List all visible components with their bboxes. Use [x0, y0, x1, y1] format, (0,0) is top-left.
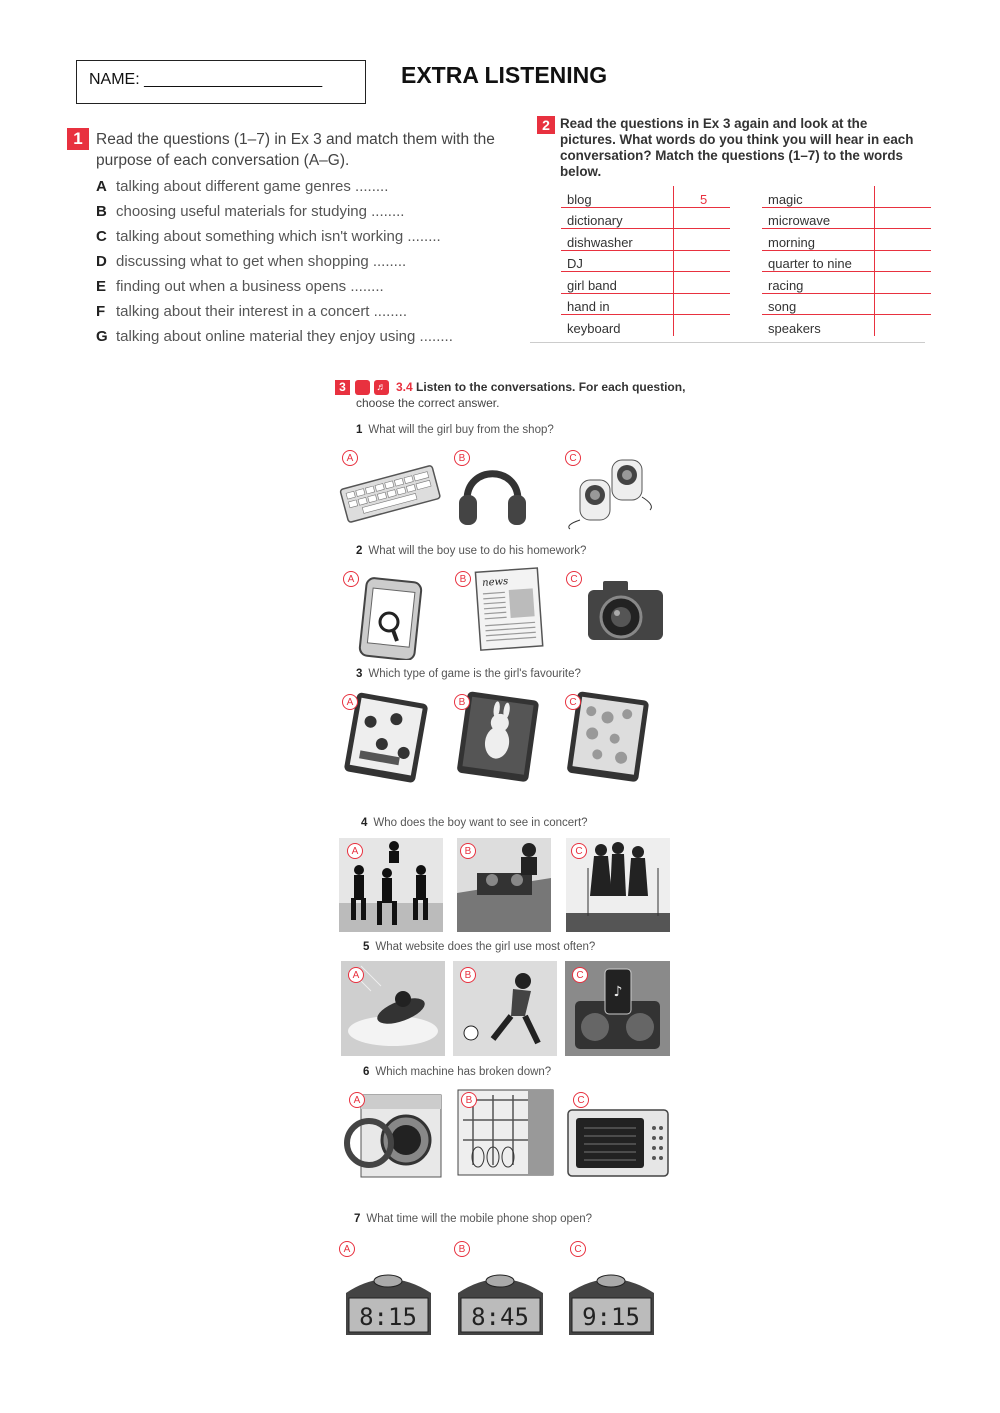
table-row: [561, 250, 730, 272]
headphones-icon[interactable]: [455, 455, 530, 530]
track-number: 3.4: [396, 380, 413, 394]
option-b[interactable]: B: [460, 843, 476, 859]
clock-time: 8:45: [471, 1303, 529, 1331]
answer-cell[interactable]: [875, 293, 931, 315]
table-row: [762, 250, 931, 272]
table-row: [762, 207, 931, 229]
question-3: [356, 668, 581, 680]
word-cell: speakers: [768, 320, 821, 336]
question-text: What website does the girl use most often?: [375, 941, 596, 953]
question-number: 6: [363, 1066, 370, 1078]
list-item: [96, 253, 516, 278]
exercise-2-number: 2: [537, 116, 555, 134]
clock-time: 8:15: [359, 1303, 417, 1331]
option-a[interactable]: A: [347, 843, 363, 859]
svg-text:news: news: [481, 576, 509, 589]
answer-cell[interactable]: [674, 315, 730, 336]
option-b[interactable]: B: [461, 1092, 477, 1108]
table-row: [762, 272, 931, 294]
question-text: Which machine has broken down?: [375, 1066, 552, 1078]
word-cell: morning: [762, 229, 875, 251]
question-text: What time will the mobile phone shop open?: [366, 1213, 593, 1225]
answer-cell[interactable]: [674, 229, 730, 251]
word-table-right: [762, 186, 931, 336]
item-text: talking about their interest in a concert ........: [116, 303, 407, 320]
table-row: [561, 293, 730, 315]
divider: [530, 342, 925, 343]
item-text: finding out when a business opens ........: [116, 278, 384, 295]
option-b[interactable]: B: [454, 694, 470, 710]
answer-cell[interactable]: [875, 186, 931, 207]
table-row: [561, 207, 730, 229]
word-table-left: [561, 186, 730, 336]
word-cell: dictionary: [561, 207, 674, 229]
exercise-2-instruction: Read the questions in Ex 3 again and look at the pictures. What words do you think you will hear in each conversation? Match the questions (1–7) to the words below.: [560, 116, 914, 179]
word-cell: magic: [762, 186, 875, 207]
answer-cell[interactable]: [674, 207, 730, 229]
clock-icon[interactable]: [341, 1263, 436, 1338]
table-row: [762, 229, 931, 251]
answer-cell[interactable]: 5: [674, 186, 730, 207]
instruction-text: Listen to the conversations. For each question,: [416, 380, 686, 394]
clock-time: 9:15: [582, 1303, 640, 1331]
option-c[interactable]: C: [566, 571, 582, 587]
question-number: 5: [363, 941, 370, 953]
option-a[interactable]: A: [348, 967, 364, 983]
list-item: [96, 228, 516, 253]
option-c[interactable]: C: [565, 450, 581, 466]
item-letter: C: [96, 228, 107, 245]
exercise-3-instruction: [396, 380, 686, 395]
question-number: 3: [356, 668, 363, 680]
table-row: [762, 293, 931, 315]
option-b[interactable]: B: [460, 967, 476, 983]
clock-icon[interactable]: [564, 1263, 659, 1338]
answer-cell[interactable]: [875, 207, 931, 229]
word-cell: racing: [762, 272, 875, 294]
svg-text:♪: ♪: [613, 984, 623, 1000]
question-number: 1: [356, 424, 363, 436]
exercise-3-instruction-cont: choose the correct answer.: [356, 396, 500, 410]
table-row: [762, 186, 931, 207]
question-2: [356, 545, 586, 557]
table-row: [762, 315, 931, 336]
exercise-1-number: 1: [67, 128, 89, 150]
question-7: [354, 1213, 592, 1225]
item-letter: E: [96, 278, 107, 295]
word-cell: hand in: [561, 293, 674, 315]
list-item: [96, 203, 516, 228]
option-c[interactable]: C: [571, 843, 587, 859]
option-a[interactable]: A: [339, 1241, 355, 1257]
word-cell: DJ: [561, 250, 674, 272]
option-b[interactable]: B: [455, 571, 471, 587]
option-c[interactable]: C: [565, 694, 581, 710]
option-b[interactable]: B: [454, 450, 470, 466]
question-number: 7: [354, 1213, 361, 1225]
keyboard-icon[interactable]: [335, 455, 445, 530]
option-c[interactable]: C: [573, 1092, 589, 1108]
item-text: discussing what to get when shopping ........: [116, 253, 407, 270]
word-cell: microwave: [762, 207, 875, 229]
item-text: talking about online material they enjoy using ........: [116, 328, 453, 345]
word-cell: blog: [561, 186, 674, 207]
question-4: [361, 817, 588, 829]
table-row: [561, 272, 730, 294]
answer-cell[interactable]: [875, 315, 931, 336]
option-a[interactable]: A: [342, 694, 358, 710]
newspaper-icon[interactable]: [470, 562, 550, 654]
option-b[interactable]: B: [454, 1241, 470, 1257]
list-item: [96, 303, 516, 328]
option-a[interactable]: A: [343, 571, 359, 587]
question-text: What will the girl buy from the shop?: [368, 424, 554, 436]
item-text: talking about different game genres ........: [116, 178, 389, 195]
question-5: [363, 941, 595, 953]
word-cell: quarter to nine: [762, 250, 875, 272]
name-box[interactable]: [76, 60, 366, 104]
exercise-1-instruction: Read the questions (1–7) in Ex 3 and match them with the purpose of each conversation (A–G).: [96, 131, 495, 169]
table-row: [561, 186, 730, 207]
option-a[interactable]: A: [349, 1092, 365, 1108]
phone-icon[interactable]: [355, 575, 430, 660]
digital-icon: [355, 380, 370, 395]
item-text: talking about something which isn't working ........: [116, 228, 441, 245]
audio-icon: ♬: [374, 380, 389, 395]
option-a[interactable]: A: [342, 450, 358, 466]
item-letter: D: [96, 253, 107, 270]
item-text: choosing useful materials for studying ........: [116, 203, 405, 220]
option-c[interactable]: C: [570, 1241, 586, 1257]
page-title: EXTRA LISTENING: [401, 62, 608, 88]
word-cell: keyboard: [567, 320, 621, 336]
question-number: 4: [361, 817, 368, 829]
table-row: [561, 315, 730, 336]
speakers-icon[interactable]: [560, 455, 670, 530]
question-text: What will the boy use to do his homework?: [368, 545, 587, 557]
question-text: Who does the boy want to see in concert?: [373, 817, 588, 829]
list-item: [96, 328, 516, 353]
name-label: NAME: ____________________: [89, 71, 323, 88]
list-item: [96, 278, 516, 303]
exercise-1-list: [96, 178, 516, 353]
question-1: [356, 424, 554, 436]
answer-cell[interactable]: [875, 229, 931, 251]
item-letter: B: [96, 203, 107, 220]
option-c[interactable]: C: [572, 967, 588, 983]
word-cell: song: [762, 293, 875, 315]
answer-cell[interactable]: [875, 272, 931, 294]
camera-icon[interactable]: [583, 575, 668, 650]
word-cell: girl band: [561, 272, 674, 294]
microwave-icon[interactable]: [566, 1100, 670, 1180]
answer-cell[interactable]: [674, 272, 730, 294]
answer-cell[interactable]: [674, 250, 730, 272]
question-number: 2: [356, 545, 363, 557]
question-text: Which type of game is the girl's favourite?: [368, 668, 581, 680]
table-row: [561, 229, 730, 251]
item-letter: G: [96, 328, 108, 345]
item-letter: F: [96, 303, 106, 320]
answer-cell[interactable]: [674, 293, 730, 315]
question-6: [363, 1066, 551, 1078]
clock-icon[interactable]: [453, 1263, 548, 1338]
item-letter: A: [96, 178, 107, 195]
exercise-3-number: 3: [335, 380, 350, 395]
answer-cell[interactable]: [875, 250, 931, 272]
word-cell: dishwasher: [561, 229, 674, 251]
list-item: [96, 178, 516, 203]
